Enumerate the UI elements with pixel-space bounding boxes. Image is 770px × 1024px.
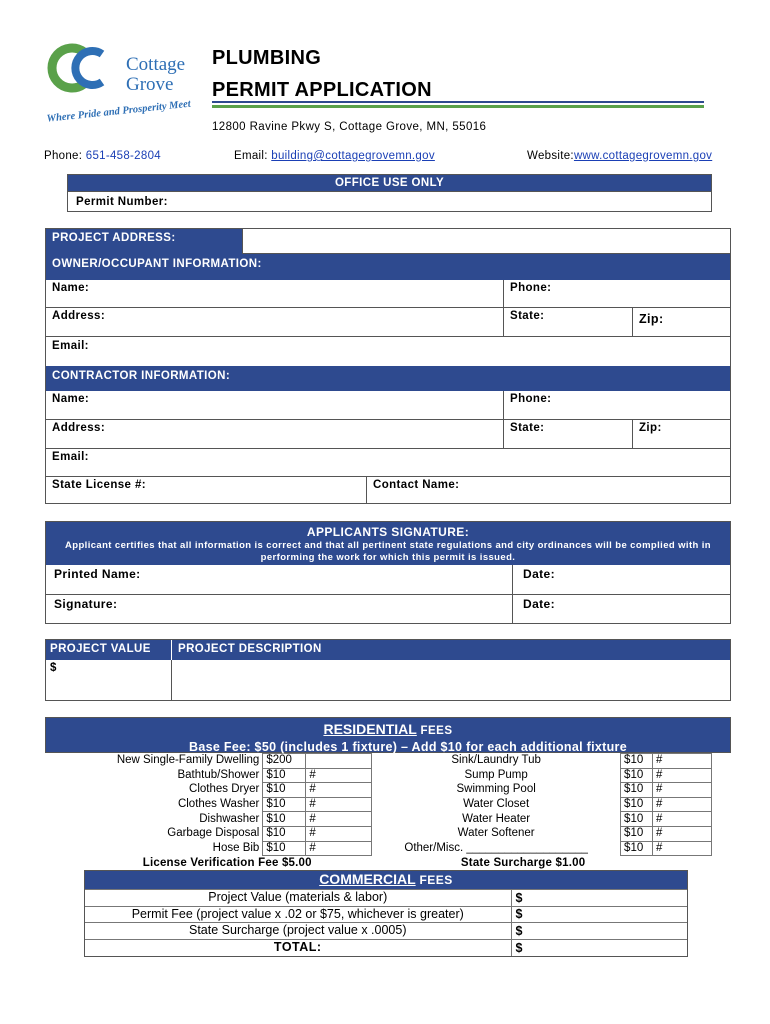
applicant-info-section bbox=[45, 228, 731, 504]
residential-header bbox=[45, 717, 731, 753]
residential-fee-left: $10 bbox=[263, 783, 306, 798]
phone-label: Phone: bbox=[44, 150, 86, 162]
residential-qty-right[interactable]: # bbox=[653, 754, 712, 769]
residential-fee-right: $10 bbox=[621, 783, 653, 798]
residential-base-fee: Base Fee: $50 (includes 1 fixture) – Add $10 for each additional fixture bbox=[189, 740, 627, 754]
commercial-fee-label: Permit Fee (project value x .02 or $75, whichever is greater) bbox=[85, 906, 511, 923]
residential-fee-left: $10 bbox=[263, 812, 306, 827]
residential-qty-left[interactable]: # bbox=[306, 797, 372, 812]
contractor-contact-field[interactable]: Contact Name: bbox=[373, 479, 460, 491]
residential-item-right: Water Heater bbox=[462, 812, 531, 825]
residential-fee-right: $10 bbox=[621, 768, 653, 783]
svg-text:Cottage: Cottage bbox=[126, 54, 186, 75]
table-row bbox=[67, 826, 712, 841]
project-value-heading: PROJECT VALUE bbox=[46, 640, 172, 660]
project-address-field[interactable] bbox=[243, 229, 730, 254]
commercial-heading-rest: FEES bbox=[415, 873, 453, 887]
commercial-fee-label: Project Value (materials & labor) bbox=[85, 890, 511, 907]
commercial-fee-value[interactable]: $ bbox=[511, 906, 687, 923]
residential-qty-right[interactable]: # bbox=[653, 797, 712, 812]
project-description-field[interactable] bbox=[172, 660, 730, 700]
commercial-fee-value[interactable]: $ bbox=[511, 890, 687, 907]
table-row bbox=[67, 797, 712, 812]
residential-qty-right[interactable]: # bbox=[653, 841, 712, 856]
permit-number-field[interactable]: Permit Number: bbox=[76, 196, 168, 208]
page-title bbox=[212, 42, 432, 106]
signature-section bbox=[45, 521, 731, 624]
signature-heading: APPLICANTS SIGNATURE: bbox=[306, 525, 470, 539]
residential-qty-left[interactable] bbox=[306, 754, 372, 769]
residential-fee-left: $10 bbox=[263, 768, 306, 783]
owner-zip-field[interactable]: Zip: bbox=[633, 308, 730, 337]
residential-item-right: Water Closet bbox=[463, 798, 530, 811]
contractor-phone-field[interactable]: Phone: bbox=[504, 391, 730, 420]
residential-heading-underlined: RESIDENTIAL bbox=[323, 721, 417, 737]
owner-email-field[interactable]: Email: bbox=[52, 340, 89, 352]
contractor-email-field[interactable]: Email: bbox=[46, 449, 730, 477]
title-divider-green bbox=[212, 105, 704, 108]
residential-item-right: Swimming Pool bbox=[456, 783, 536, 796]
residential-heading bbox=[46, 718, 730, 741]
owner-state-field[interactable]: State: bbox=[504, 308, 633, 337]
residential-qty-left[interactable]: # bbox=[306, 768, 372, 783]
residential-item-right: Other/Misc. ___________________ bbox=[404, 841, 588, 854]
project-section bbox=[45, 639, 731, 701]
residential-item-right: Water Softener bbox=[457, 827, 535, 840]
residential-qty-right[interactable]: # bbox=[653, 812, 712, 827]
residential-item-left: Clothes Washer bbox=[177, 798, 260, 811]
commercial-fee-label: TOTAL: bbox=[85, 939, 511, 956]
residential-fee-left: $200 bbox=[263, 754, 306, 769]
contact-website bbox=[527, 150, 712, 162]
contractor-name-field[interactable]: Name: bbox=[46, 391, 504, 420]
table-row bbox=[85, 939, 687, 956]
residential-item-left: New Single-Family Dwelling bbox=[116, 754, 260, 767]
city-logo bbox=[40, 42, 200, 122]
signature-statement: Applicant certifies that all information is correct and that all pertinent state regulations and city ordinances will be complied with in performing the work for which this permit is issued. bbox=[64, 540, 712, 563]
title-line-2: PERMIT APPLICATION bbox=[212, 79, 432, 101]
owner-address-field[interactable]: Address: bbox=[46, 308, 504, 337]
state-surcharge: State Surcharge $1.00 bbox=[460, 856, 586, 869]
contractor-zip-field[interactable]: Zip: bbox=[633, 420, 730, 449]
project-address-label: PROJECT ADDRESS: bbox=[46, 229, 243, 254]
residential-qty-right[interactable]: # bbox=[653, 768, 712, 783]
project-value-field[interactable]: $ bbox=[46, 660, 172, 700]
residential-qty-left[interactable]: # bbox=[306, 783, 372, 798]
owner-name-field[interactable]: Name: bbox=[46, 280, 504, 308]
contractor-state-field[interactable]: State: bbox=[504, 420, 633, 449]
table-row bbox=[85, 906, 687, 923]
date-field-2[interactable]: Date: bbox=[523, 597, 556, 611]
commercial-fee-label: State Surcharge (project value x .0005) bbox=[85, 923, 511, 940]
residential-fee-right: $10 bbox=[621, 841, 653, 856]
residential-fee-left: $10 bbox=[263, 841, 306, 856]
residential-fee-left: $10 bbox=[263, 826, 306, 841]
phone-value: 651-458-2804 bbox=[85, 150, 161, 162]
residential-item-left: Garbage Disposal bbox=[167, 827, 260, 840]
residential-qty-left[interactable]: # bbox=[306, 826, 372, 841]
table-row bbox=[67, 754, 712, 769]
office-use-heading: OFFICE USE ONLY bbox=[68, 175, 711, 192]
website-label: Website: bbox=[527, 150, 574, 162]
title-divider bbox=[212, 101, 704, 103]
email-link[interactable]: building@cottagegrovemn.gov bbox=[271, 150, 435, 162]
commercial-heading-underlined: COMMERCIAL bbox=[319, 871, 416, 887]
table-row bbox=[85, 923, 687, 940]
email-label: Email: bbox=[234, 150, 272, 162]
project-description-heading: PROJECT DESCRIPTION bbox=[172, 640, 730, 660]
residential-fee-right: $10 bbox=[621, 812, 653, 827]
svg-text:Where Pride and Prosperity Mee: Where Pride and Prosperity Meet bbox=[46, 98, 192, 122]
residential-fee-left: $10 bbox=[263, 797, 306, 812]
residential-fee-right: $10 bbox=[621, 797, 653, 812]
residential-item-right: Sump Pump bbox=[464, 768, 528, 781]
table-row bbox=[67, 812, 712, 827]
residential-fee-right: $10 bbox=[621, 754, 653, 769]
title-line-1: PLUMBING bbox=[212, 47, 322, 69]
commercial-fees-section bbox=[84, 870, 688, 957]
cottage-grove-logo-icon bbox=[40, 42, 200, 122]
residential-fees-section bbox=[45, 717, 731, 870]
residential-qty-right[interactable]: # bbox=[653, 826, 712, 841]
commercial-fee-value[interactable]: $ bbox=[511, 923, 687, 940]
table-row bbox=[85, 890, 687, 907]
owner-phone-field[interactable]: Phone: bbox=[504, 280, 730, 308]
residential-qty-left[interactable]: # bbox=[306, 812, 372, 827]
residential-item-left: Clothes Dryer bbox=[189, 783, 260, 796]
residential-item-left: Bathtub/Shower bbox=[177, 768, 260, 781]
table-row bbox=[67, 768, 712, 783]
date-field-1[interactable]: Date: bbox=[513, 565, 730, 595]
license-verification-fee: License Verification Fee $5.00 bbox=[142, 856, 312, 869]
contact-phone bbox=[44, 150, 161, 162]
website-link[interactable]: www.cottagegrovemn.gov bbox=[573, 150, 713, 162]
commercial-header bbox=[85, 871, 687, 889]
residential-item-left: Dishwasher bbox=[199, 812, 260, 825]
residential-heading-rest: FEES bbox=[416, 725, 453, 737]
commercial-fee-value[interactable]: $ bbox=[511, 939, 687, 956]
owner-heading: OWNER/OCCUPANT INFORMATION: bbox=[46, 254, 730, 280]
printed-name-field[interactable]: Printed Name: bbox=[46, 565, 513, 595]
contractor-license-field[interactable]: State License #: bbox=[46, 477, 367, 503]
signature-header bbox=[46, 522, 730, 565]
residential-item-left: Hose Bib bbox=[212, 841, 260, 854]
residential-qty-right[interactable]: # bbox=[653, 783, 712, 798]
residential-fee-right: $10 bbox=[621, 826, 653, 841]
office-use-section bbox=[67, 174, 712, 212]
table-row bbox=[67, 783, 712, 798]
contractor-address-field[interactable]: Address: bbox=[46, 420, 504, 449]
residential-qty-left[interactable]: # bbox=[306, 841, 372, 856]
commercial-fee-table bbox=[85, 889, 687, 956]
contact-email bbox=[234, 150, 435, 162]
residential-fee-table bbox=[67, 753, 712, 870]
office-address: 12800 Ravine Pkwy S, Cottage Grove, MN, 55016 bbox=[212, 121, 487, 133]
svg-text:Grove: Grove bbox=[126, 74, 174, 95]
table-row bbox=[67, 841, 712, 856]
contractor-heading: CONTRACTOR INFORMATION: bbox=[46, 366, 730, 391]
signature-field[interactable]: Signature: bbox=[46, 595, 513, 623]
residential-item-right: Sink/Laundry Tub bbox=[451, 754, 541, 767]
